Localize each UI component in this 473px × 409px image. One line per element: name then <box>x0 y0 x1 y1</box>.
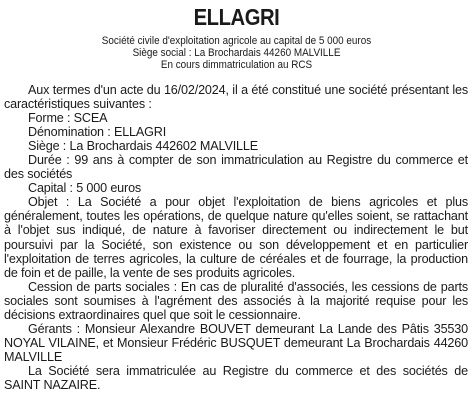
company-legal-form-line: Société civile d'exploitation agricole au capital de 5 000 euros <box>101 35 372 47</box>
seat-paragraph: Siège : La Brochardais 442602 MALVILLE <box>28 139 259 154</box>
registration-status-line: En cours dimmatriculation au RCS <box>160 59 313 71</box>
denomination-paragraph: Dénomination : ELLAGRI <box>28 125 167 140</box>
capital-paragraph: Capital : 5 000 euros <box>28 181 142 196</box>
registered-office-line: Siège social : La Brochardais 44260 MALVILLE <box>132 47 341 59</box>
registration-paragraph: La Société sera immatriculée au Registre du commerce et des sociétés de SAINT NAZAIRE. <box>4 363 468 392</box>
notice-header <box>0 35 473 71</box>
duration-paragraph: Durée : 99 ans à compter de son immatriculation au Registre du commerce et des sociétés <box>4 153 468 182</box>
notice-body <box>4 83 468 392</box>
managers-paragraph: Gérants : Monsieur Alexandre BOUVET demeurant La Lande des Pâtis 35530 NOYAL VILAINE, et Monsieur Frédéric BUSQUET demeurant La Brochardais 44260 MALVILLE <box>4 321 468 364</box>
form-paragraph: Forme : SCEA <box>28 111 108 126</box>
constitution-paragraph: Aux termes d'un acte du 16/02/2024, il a été constitué une société présentant les caractéristiques suivantes : <box>4 83 468 112</box>
company-name-title: ELLAGRI <box>193 4 280 30</box>
purpose-paragraph: Objet : La Société a pour objet l'exploitation de biens agricoles et plus généralement, toutes les opérations, de quelque nature qu'elles soient, se rattachant à l'objet sus indiqué, de nature à favoriser directement ou indirectement le but poursuivi par la Société, son existence ou son développement et en particulier l'exploitation de terres agricoles, la culture de céréales et de fourrage, la production de foin et de paille, la vente de ses produits agricoles. <box>4 195 468 280</box>
share-transfer-paragraph: Cession de parts sociales : En cas de pluralité d'associés, les cessions de parts sociales sont soumises à l'agrément des associés à la majorité requise pour les décisions extraordinaires quel que soit le cessionnaire. <box>4 279 468 322</box>
